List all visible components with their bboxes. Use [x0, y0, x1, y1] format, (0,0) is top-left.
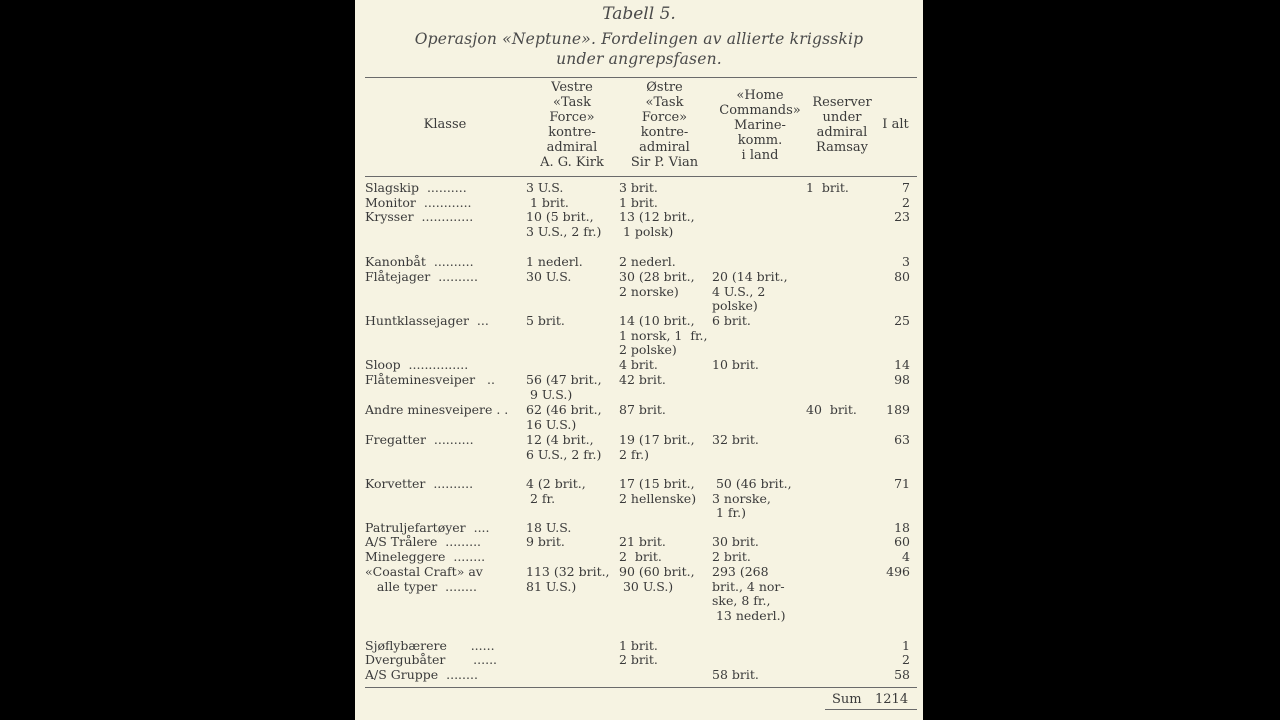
cell-home: 50 (46 brit., 3 norske, 1 fr.) [712, 476, 792, 521]
row-label: Sloop ............... [365, 357, 469, 372]
cell-home: 30 brit. [712, 534, 759, 549]
header-line: Ramsay [816, 140, 868, 155]
cell-vestre: 1 nederl. [526, 254, 583, 269]
header-line: i land [741, 148, 779, 163]
row-label: Flåteminesveiper .. [365, 372, 495, 387]
cell-home: 6 brit. [712, 313, 751, 328]
bottom-rule [365, 687, 917, 688]
top-rule [365, 77, 917, 78]
header-line: Vestre [551, 80, 593, 95]
row-label: Huntklassejager ... [365, 313, 489, 328]
cell-ostre: 1 brit. [619, 195, 658, 210]
cell-total: 63 [894, 432, 910, 447]
table-subtitle-line2: under angrepsfasen. [556, 50, 722, 68]
cell-home: 58 brit. [712, 667, 759, 682]
header-line: admiral [639, 140, 690, 155]
cell-ostre: 2 brit. [619, 549, 662, 564]
cell-vestre: 18 U.S. [526, 520, 572, 535]
cell-total: 23 [894, 209, 910, 224]
header-line: kontre- [640, 125, 689, 140]
header-line: under [822, 110, 862, 125]
cell-vestre: 56 (47 brit., 9 U.S.) [526, 372, 602, 402]
cell-ostre: 3 brit. [619, 180, 658, 195]
cell-home: 10 brit. [712, 357, 759, 372]
row-label: A/S Trålere ......... [365, 534, 482, 549]
cell-vestre: 5 brit. [526, 313, 565, 328]
cell-total: 496 [886, 564, 910, 579]
cell-ostre: 19 (17 brit., 2 fr.) [619, 432, 695, 462]
row-label: Andre minesveipere . . [365, 402, 509, 417]
sum-label: Sum [832, 692, 862, 707]
cell-vestre: 30 U.S. [526, 269, 572, 284]
document-page [355, 0, 923, 720]
cell-ostre: 87 brit. [619, 402, 666, 417]
cell-vestre: 12 (4 brit., 6 U.S., 2 fr.) [526, 432, 602, 462]
header-klasse: Klasse [423, 117, 467, 132]
cell-total: 4 [902, 549, 910, 564]
cell-ostre: 30 (28 brit., 2 norske) [619, 269, 695, 299]
header-line: Force» [641, 110, 688, 125]
cell-total: 14 [894, 357, 910, 372]
header-line: «Task [645, 95, 684, 110]
cell-total: 7 [902, 180, 910, 195]
cell-ostre: 13 (12 brit., 1 polsk) [619, 209, 695, 239]
row-label: Slagskip .......... [365, 180, 467, 195]
cell-home: 32 brit. [712, 432, 759, 447]
header-home-commands [710, 88, 810, 163]
cell-vestre: 1 brit. [526, 195, 569, 210]
header-reserver [807, 95, 877, 155]
header-line: admiral [546, 140, 598, 155]
cell-total: 2 [902, 652, 910, 667]
cell-total: 18 [894, 520, 910, 535]
cell-vestre: 113 (32 brit., 81 U.S.) [526, 564, 610, 594]
cell-ostre: 2 brit. [619, 652, 658, 667]
cell-reserver: 40 brit. [806, 402, 857, 417]
cell-home: 20 (14 brit., 4 U.S., 2 polske) [712, 269, 788, 314]
cell-total: 25 [894, 313, 910, 328]
cell-home: 2 brit. [712, 549, 751, 564]
header-line: komm. [737, 133, 783, 148]
cell-total: 71 [894, 476, 910, 491]
cell-ostre: 90 (60 brit., 30 U.S.) [619, 564, 695, 594]
cell-total: 60 [894, 534, 910, 549]
cell-vestre: 10 (5 brit., 3 U.S., 2 fr.) [526, 209, 602, 239]
header-line: A. G. Kirk [540, 155, 604, 170]
header-ostre [617, 80, 712, 170]
cell-ostre: 21 brit. [619, 534, 666, 549]
cell-vestre: 9 brit. [526, 534, 565, 549]
cell-ostre: 1 brit. [619, 638, 658, 653]
cell-ostre: 14 (10 brit., 1 norsk, 1 fr., 2 polske) [619, 313, 708, 358]
cell-total: 58 [894, 667, 910, 682]
header-rule [365, 176, 917, 177]
cell-ostre: 4 brit. [619, 357, 658, 372]
header-line: kontre- [548, 125, 596, 140]
header-line: Reserver [812, 95, 872, 110]
row-label: Flåtejager .......... [365, 269, 478, 284]
cell-total: 1 [902, 638, 910, 653]
table-subtitle-line1: Operasjon «Neptune». Fordelingen av allierte krigsskip [414, 30, 864, 48]
row-label: «Coastal Craft» av alle typer ........ [365, 564, 483, 594]
row-label: Korvetter .......... [365, 476, 474, 491]
header-line: Commands» [719, 103, 801, 118]
sum-value: 1214 [875, 692, 909, 707]
header-line: Force» [549, 110, 595, 125]
row-label: Krysser ............. [365, 209, 474, 224]
row-label: Mineleggere ........ [365, 549, 486, 564]
cell-home: 293 (268 brit., 4 nor- ske, 8 fr., 13 nederl.) [712, 564, 786, 624]
cell-vestre: 3 U.S. [526, 180, 564, 195]
header-line: «Task [553, 95, 591, 110]
sum-rule [825, 709, 917, 710]
cell-reserver: 1 brit. [806, 180, 849, 195]
table-title: Tabell 5. [602, 4, 676, 24]
cell-total: 80 [894, 269, 910, 284]
cell-vestre: 4 (2 brit., 2 fr. [526, 476, 586, 506]
cell-total: 189 [886, 402, 910, 417]
row-label: Sjøflybærere ...... [365, 638, 495, 653]
header-line: Østre [646, 80, 683, 95]
cell-ostre: 42 brit. [619, 372, 666, 387]
row-label: Dvergubåter ...... [365, 652, 498, 667]
cell-total: 98 [894, 372, 910, 387]
row-label: Monitor ............ [365, 195, 472, 210]
header-vestre [527, 80, 617, 170]
cell-vestre: 62 (46 brit., 16 U.S.) [526, 402, 602, 432]
row-label: Kanonbåt .......... [365, 254, 474, 269]
row-label: Patruljefartøyer .... [365, 520, 490, 535]
header-line: Sir P. Vian [630, 155, 699, 170]
header-line: «Home [736, 88, 784, 103]
header-i-alt: I alt [882, 117, 909, 132]
cell-total: 3 [902, 254, 910, 269]
header-line: Marine- [734, 118, 786, 133]
row-label: A/S Gruppe ........ [365, 667, 478, 682]
cell-ostre: 17 (15 brit., 2 hellenske) [619, 476, 697, 506]
cell-ostre: 2 nederl. [619, 254, 676, 269]
cell-total: 2 [902, 195, 910, 210]
row-label: Fregatter .......... [365, 432, 474, 447]
header-line: admiral [816, 125, 868, 140]
